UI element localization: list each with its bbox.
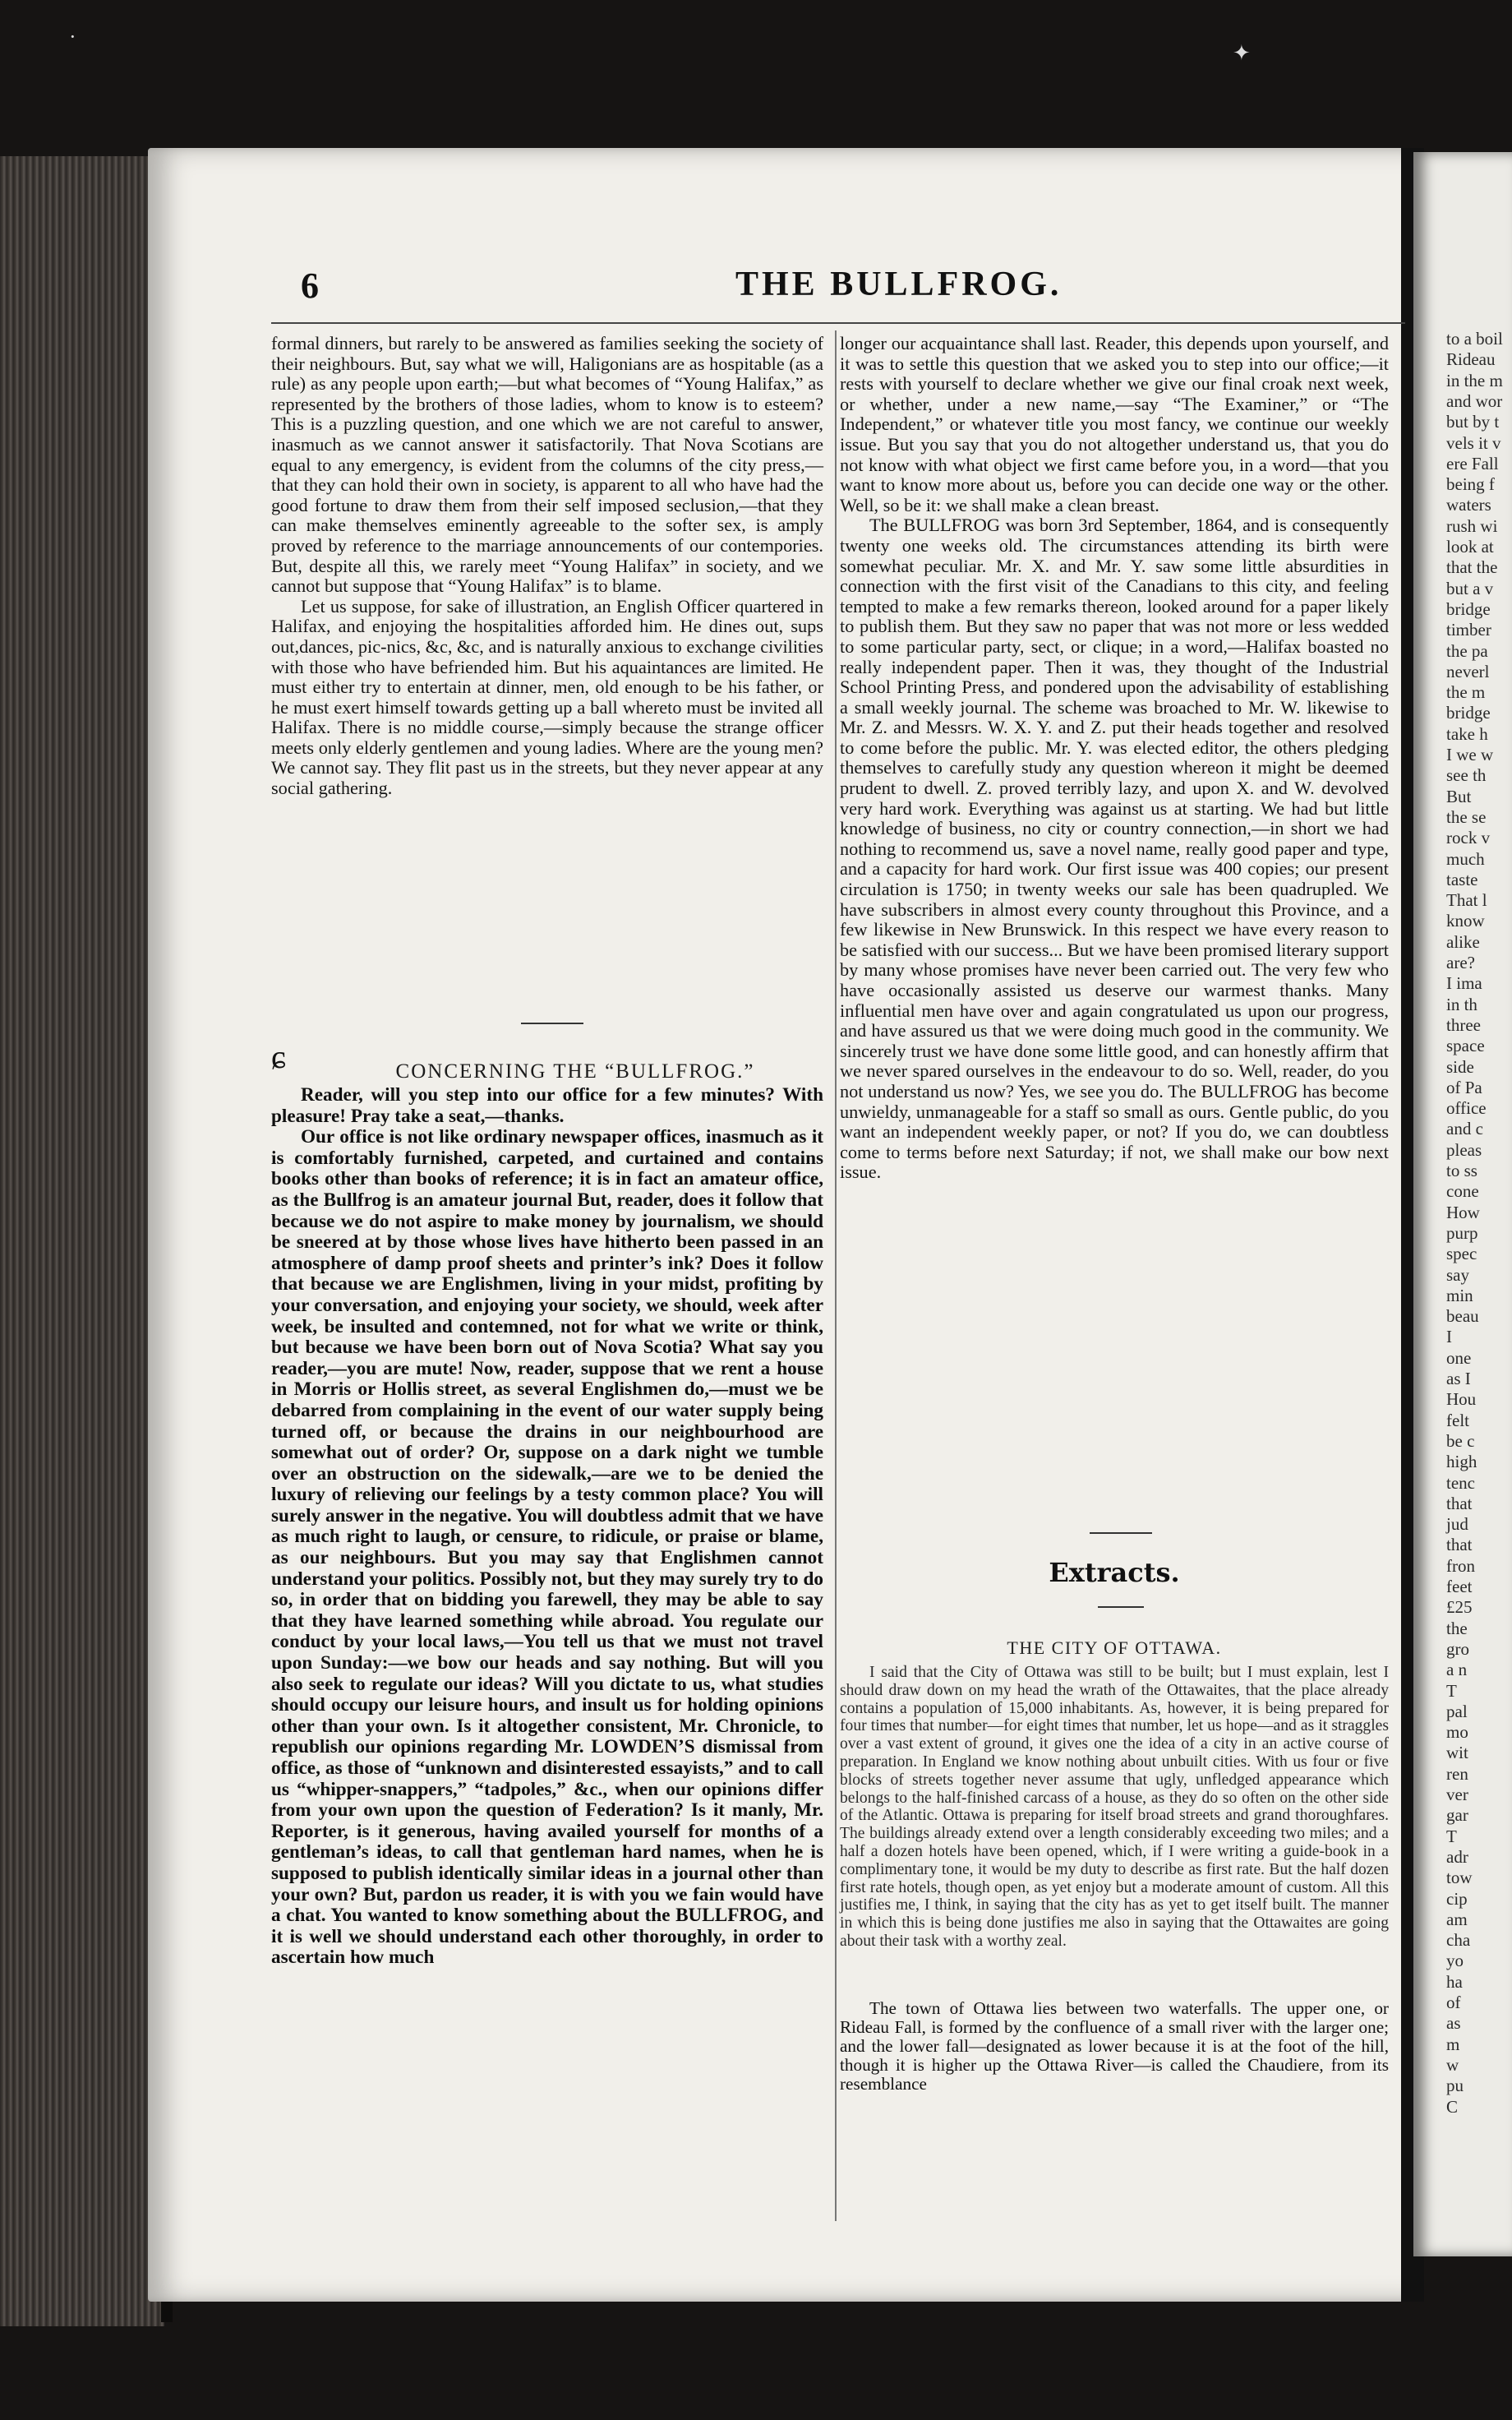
facing-page-fragment: the (1446, 1618, 1468, 1638)
facing-page-fragment: of Pa (1446, 1077, 1482, 1097)
facing-page-fragment: I (1446, 1327, 1452, 1347)
facing-page-fragment: take h (1446, 723, 1488, 744)
facing-page-fragment: bridge (1446, 703, 1491, 723)
facing-page-fragment: being f (1446, 474, 1495, 495)
paragraph: The BULLFROG was born 3rd September, 1864, and is consequently twenty one weeks old. The circumstances attending its birth were somewhat peculiar. Mr. X. and Mr. Y. saw some little absurdities in connection with the first visit of the Canadians to this city, and feeling tempted to make a few remarks thereon, looked around for a paper likely to publish them. But they saw no paper that was not more or less wedded to some particular party, sect, or clique; in a word,—Halifax boasted no really independent paper. Then it was, they thought of the Industrial School Printing Press, and pondered upon the advisability of establishing a small weekly journal. The scheme was broached to Mr. W. likewise to Mr. Z. and Messrs. W. X. Y. and Z. put their heads together and resolved to come before the public. Mr. Y. was elected editor, the others pledging themselves to carefully study any question whereon it might be deemed prudent to dwell. Z. proved terribly lazy, and upon X. and W. devolved very hard work. Everything was against us at starting. We had but little knowledge of business, no city or country connection,—in short we had nothing to recommend us, save a novel name, really good paper and type, and a capacity for hard work. Our first issue was 400 copies; our present circulation is 1750; in twenty weeks our sale has been quadrupled. We have subscribers in almost every county throughout this Province, and a few likewise in New Brunswick. In this respect we have every reason to be satisfied with our success... But we have been promised literary support by many whose promises have never been carried out. The very few who have occasionally assisted us deserve our warmest thanks. Many influential men have over and again congratulated us upon our progress, and have assured us that we were doing much good in the community. We sincerely trust we have done some little good, and can honestly affirm that we never spared ourselves in the endeavour to do so. Well, reader, do you not understand us now? Yes, we see you do. The BULLFROG has become unwieldy, unmanageable for a staff so small as ours. Gentle public, do you want an independent weekly paper, or not? If you do, we can doubtless come to terms before next Saturday; if not, we shall make our bow next issue. (840, 515, 1389, 1183)
facing-page-fragment: say (1446, 1264, 1469, 1285)
paragraph: Let us suppose, for sake of illustration, an English Officer quartered in Halifax, and enjoying the hospitalities afforded him. He dines out, sups out,dances, pic-nics, &c, &c, and is naturally anxious to exchange civilities with those who have befriended him. But his aquaintances are limited. He must either try to entertain at dinner, men, old enough to be his father, or he must exert himself towards getting up a ball whereto must be invited all Halifax. There is no middle course,—simply because the strange officer meets only elderly gentlemen and young ladies. Where are the young men? We cannot say. They flit past us in the streets, but they never appear at any social gathering. (271, 595, 823, 799)
facing-page-fragment: know (1446, 911, 1485, 931)
facing-page-fragment: that (1446, 1493, 1473, 1513)
paragraph: longer our acquaintance shall last. Reader, this depends upon yourself, and it was to settle this question that we asked you to step into our office;—it rests with yourself to declare whether we give our final croak next week, or whether, under a new name,—say “The Examiner,” or “The Independent,” or whatever title you most fancy, we continue our weekly issue. But you say that you do not altogether understand us, that you do not know with what object we first came before you, in a word—that you want to know more about us, before you can decide one way or the other. Well, so be it: we shall make a clean breast. (840, 333, 1389, 515)
facing-page-fragment: fron (1446, 1555, 1475, 1576)
facing-page-fragment: gro (1446, 1638, 1469, 1659)
section-rule (1090, 1532, 1152, 1534)
section-rule (1098, 1606, 1144, 1608)
facing-page-fragment: waters (1446, 495, 1491, 515)
paragraph: Our office is not like ordinary newspaper offices, inasmuch as it is comfortably furnished, carpeted, and curtained and contains books other than books of reference; it is in fact an amateur office, as the Bullfrog is an amateur journal But, reader, does it follow that because we do not aspire to make money by journalism, we should be sneered at by those whose lives have hitherto been passed in an atmosphere of damp proof sheets and printer’s ink? Does it follow that because we are Englishmen, living in your midst, profiting by your conversation, and enjoying your society, we should, week after week, be insulted and contemned, not for what we write or think, but because we have been born out of Nova Scotia? What say you reader,—you are mute! Now, reader, suppose that we rent a house in Morris or Hollis street, as several Englishmen do,—must we be debarred from complaining in the event of our water supply being turned off, or because the drains in our neighbourhood are somewhat out of order? Or, suppose on a dark night we tumble over an obstruction on the sidewalk,—are we to be denied the luxury of relieving our feelings by a testy common place? You will surely answer in the negative. You will doubtless admit that we have as much right to laugh, or censure, to ridicule, or praise or blame, as our neighbours. But you may say that Englishmen cannot understand your politics. Possibly not, but they may surely try to do so, in order that on bidding you farewell, they may be able to say that they have learned something while abroad. You regulate our conduct by your local laws,—You tell us that we must not travel upon Sunday:—we bow our heads and say nothing. But will you also seek to regulate our ideas? Will you dictate to us, what studies should occupy our leisure hours, and insult us for holding opinions other than your own. Is it altogether consistent, Mr. Chronicle, to republish our opinions regarding Mr. LOWDEN’S dismissal from office, as those of “unknown and disinterested essayists,” and to call us “whipper-snappers,” “tadpoles,” &c., when our opinions differ from your own upon the question of Federation? Is it manly, Mr. Reporter, is it generous, having availed yourself for months of a gentleman’s ideas, to call that gentleman hard names, when he is supposed to publish identically similar ideas in a journal other than your own? But, pardon us reader, it is with you we fain would have a chat. You wanted to know something about the BULLFROG, and it is well we should understand each other thoroughly, in order to ascertain how much (271, 1126, 823, 1969)
facing-page-fragment: in the m (1446, 370, 1503, 390)
scan-speck: ✦ (1233, 41, 1251, 65)
facing-page-fragment: of (1446, 1993, 1461, 2012)
facing-page-fragment: mo (1446, 1722, 1468, 1743)
facing-page-fragment: three (1446, 1014, 1481, 1035)
facing-page-fragment: That l (1446, 890, 1487, 911)
facing-page-fragment: tenc (1446, 1472, 1475, 1493)
facing-page-fragment: neverl (1446, 661, 1490, 681)
facing-page-fragment: ver (1446, 1785, 1468, 1804)
facing-page-fragment: jud (1446, 1514, 1468, 1535)
facing-page-fragment: rock v (1446, 828, 1491, 848)
facing-page-fragment: ere Fall (1446, 453, 1499, 473)
facing-page-fragment: m (1446, 2034, 1460, 2054)
section-heading: CONCERNING THE “BULLFROG.” (395, 1060, 755, 1083)
facing-page-fragment: min (1446, 1285, 1473, 1305)
left-column-article (271, 1085, 823, 1969)
facing-page-fragment: be c (1446, 1430, 1475, 1451)
facing-page-fragment: and wor (1446, 390, 1503, 411)
facing-page-fragment: office (1446, 1098, 1487, 1119)
facing-page-fragment: wit (1446, 1743, 1468, 1763)
book-page-edges (0, 156, 164, 2326)
facing-page-fragment: look at (1446, 537, 1494, 557)
header-rule (271, 322, 1405, 324)
facing-page-fragment: as I (1446, 1369, 1471, 1388)
facing-page-fragment: rush wi (1446, 515, 1498, 536)
facing-page-fragment: as (1446, 2013, 1461, 2034)
left-column-top (271, 334, 823, 799)
facing-page-fragment: cip (1446, 1888, 1468, 1909)
facing-page-fragment: much (1446, 848, 1485, 869)
facing-page-fragment: gar (1446, 1805, 1468, 1826)
facing-page-fragment: £25 (1446, 1597, 1473, 1618)
section-rule (521, 1023, 583, 1024)
extracts-heading: Extracts. (1049, 1557, 1180, 1588)
facing-page-fragment: vels it v (1446, 432, 1501, 453)
right-column-article (840, 334, 1389, 1183)
facing-page-fragment: but a v (1446, 578, 1494, 598)
facing-page-fragment: cha (1446, 1930, 1471, 1951)
scan-speck: · (69, 25, 76, 48)
facing-page-fragment: purp (1446, 1222, 1478, 1243)
facing-page-fragment: T (1446, 1826, 1457, 1846)
facing-page-fragment: high (1446, 1452, 1477, 1472)
facing-page-fragment: yo (1446, 1951, 1464, 1971)
facing-page-fragment: I we w (1446, 745, 1494, 764)
facing-page-fragment: the se (1446, 806, 1487, 827)
facing-page-fragment: bridge (1446, 598, 1491, 619)
paragraph: The town of Ottawa lies between two waterfalls. The upper one, or Rideau Fall, is formed by the confluence of a small river with the larger one; and the lower fall—designated as lower because it is at the foot of the hill, though it is higher up the Ottawa River—is called the Chaudiere, from its resemblance (840, 1998, 1389, 2094)
facing-page-fragment: I ima (1446, 973, 1482, 994)
facing-page-fragment: timber (1446, 620, 1491, 640)
facing-page-fragment: am (1446, 1909, 1468, 1929)
facing-page-fragment: but by t (1446, 412, 1500, 432)
facing-page-fragment: that the (1446, 557, 1498, 578)
facing-page-fragment: alike (1446, 931, 1480, 952)
facing-page-fragment: that (1446, 1535, 1473, 1555)
facing-page-fragment: Hou (1446, 1389, 1477, 1410)
facing-page-fragment: spec (1446, 1244, 1477, 1264)
column-divider (835, 330, 837, 2221)
facing-page-fragment: space (1446, 1036, 1485, 1056)
facing-page-fragment: ha (1446, 1971, 1463, 1992)
facing-page-fragment: adr (1446, 1846, 1468, 1867)
facing-page-fragment: T (1446, 1680, 1457, 1701)
facing-page-fragment: to ss (1446, 1161, 1477, 1180)
facing-page-fragment: cone (1446, 1181, 1479, 1202)
paragraph: I said that the City of Ottawa was still to be built; but I must explain, lest I should draw down on my head the wrath of the Ottawaites, that the place already contains a population of 15,000 inhabitants. As, however, it is being prepared for four times that number—for eight times that number, let us hope—and as it straggles over a vast extent of ground, it gives one the idea of a city in an active course of preparation. In England we know nothing about unbuilt cities. With us four or five blocks of streets together never assume that ugly, unfledged appearance which belongs to the half-finished carcass of a house, as they do so often on the other side of the Atlantic. Ottawa is preparing for itself broad streets and grand thoroughfares. The buildings already extend over a length considerably exceeding two miles; and a half a dozen hotels have been opened, which, if I were writing a guide-book in a complimentary tone, it would be my duty to describe as first rate. But the half dozen first rate hotels, though open, as yet enjoy but a moderate amount of custom. All this justifies me, I think, in saying that the city has as yet to get itself built. The manner in which this is being done justifies me also in saying that the Ottawaites are going about their task with a worthy zeal. (840, 1664, 1389, 1950)
facing-page-fragment: pal (1446, 1701, 1468, 1721)
facing-page-fragment: tow (1446, 1868, 1473, 1888)
facing-page-fragment: But (1446, 786, 1472, 806)
facing-page-fragment: felt (1446, 1410, 1469, 1430)
facing-page-fragment: pu (1446, 2076, 1464, 2096)
facing-page-fragment: to a boil (1446, 329, 1503, 349)
extract-text-continued (840, 1999, 1389, 2094)
facing-page-fragment: one (1446, 1347, 1472, 1368)
facing-page-fragment: side (1446, 1056, 1474, 1077)
facing-page-fragment: see th (1446, 765, 1487, 786)
facing-page-fragment: Rideau (1446, 349, 1496, 370)
facing-page-fragment: and c (1446, 1119, 1483, 1139)
masthead-title: THE BULLFROG. (735, 266, 1063, 303)
facing-page-fragment: the m (1446, 682, 1486, 703)
facing-page-fragment: C (1446, 2096, 1459, 2117)
paragraph: Reader, will you step into our office for a few minutes? With pleasure! Pray take a seat,—thanks. (271, 1084, 823, 1127)
facing-page-fragment: beau (1446, 1306, 1479, 1327)
facing-page-fragment: are? (1446, 953, 1475, 972)
facing-page-fragment: the pa (1446, 640, 1488, 661)
facing-page-fragment: in th (1446, 994, 1477, 1014)
facing-page-fragment: pleas (1446, 1139, 1482, 1160)
facing-page-fragment: ren (1446, 1763, 1468, 1784)
facing-page-fragment: a n (1446, 1660, 1468, 1680)
facing-page-fragment: feet (1446, 1577, 1473, 1596)
ink-mark: ɕ (271, 1038, 286, 1075)
page-number: 6 (301, 266, 319, 306)
extract-text (840, 1664, 1389, 1951)
paragraph: formal dinners, but rarely to be answered as families seeking the society of their neighbours. But, say what we will, Haligonians are as hospitable (as a rule) as any people upon earth;—but what becomes of “Young Halifax,” as represented by the brothers of those ladies, whom to know is to esteem? This is a puzzling question, and one which we are not careful to answer, inasmuch as we cannot answer it satisfactorily. That Nova Scotians are equal to any emergency, is evident from the columns of the city press,—that they can hold their own in society, is apparent to all who have had the good fortune to draw them from their self imposed seclusion,—that they can make themselves eminently agreeable to the softer sex, is amply proved by reference to the marriage announcements of our contempories. But, despite all this, we rarely meet “Young Halifax” in society, and we cannot but suppose that “Young Halifax” is to blame. (271, 333, 823, 597)
facing-page-fragment: w (1446, 2054, 1459, 2075)
extract-title: THE CITY OF OTTAWA. (1007, 1637, 1222, 1658)
facing-page-fragment: taste (1446, 869, 1478, 889)
facing-page-fragment: How (1446, 1202, 1480, 1222)
